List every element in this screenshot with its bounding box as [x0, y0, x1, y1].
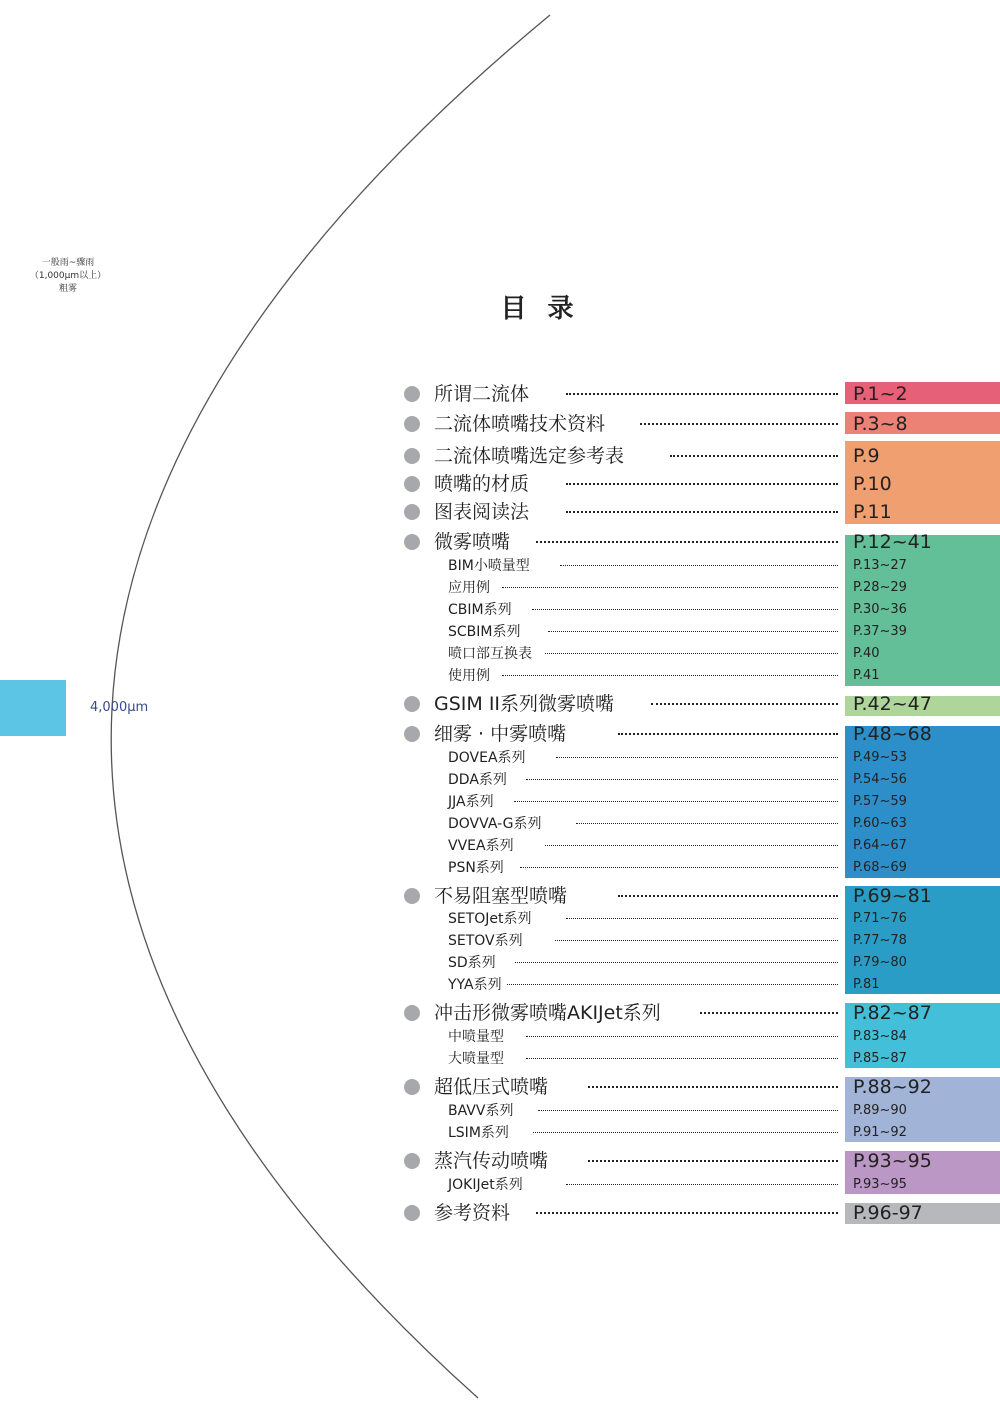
toc-label: 二流体喷嘴技术资料: [434, 413, 606, 435]
toc-label: DOVVA-G系列: [448, 816, 542, 832]
toc-label: 所谓二流体: [434, 383, 530, 405]
leader-dots: [566, 918, 838, 919]
leader-dots: [526, 779, 838, 780]
leader-dots: [548, 631, 838, 632]
leader-dots: [588, 1086, 838, 1088]
toc-page-number: P.1~2: [853, 383, 908, 405]
toc-page-number: P.57~59: [853, 794, 907, 809]
bullet-icon: [404, 696, 420, 712]
toc-page-number: P.71~76: [853, 911, 907, 926]
leader-dots: [515, 962, 838, 963]
bullet-icon: [404, 1079, 420, 1095]
toc-label: 细雾 · 中雾喷嘴: [434, 723, 567, 745]
leader-dots: [507, 984, 838, 985]
toc-subentry[interactable]: [0, 1123, 1000, 1143]
toc-page-number: P.30~36: [853, 602, 907, 617]
toc-page-number: P.49~53: [853, 750, 907, 765]
toc-page-number: P.11: [853, 501, 892, 523]
leader-dots: [576, 823, 838, 824]
toc-page-number: P.91~92: [853, 1125, 907, 1140]
leader-dots: [566, 511, 838, 513]
leader-dots: [555, 940, 838, 941]
leader-dots: [545, 653, 838, 654]
toc-page-number: P.28~29: [853, 580, 907, 595]
leader-dots: [618, 733, 838, 735]
leader-dots: [700, 1012, 838, 1014]
toc-page-number: P.41: [853, 668, 880, 683]
toc-subentry[interactable]: [0, 909, 1000, 929]
toc-subentry[interactable]: [0, 836, 1000, 856]
leader-dots: [526, 1058, 838, 1059]
toc-page-number: P.64~67: [853, 838, 907, 853]
toc-entry[interactable]: [0, 411, 1000, 437]
toc-subentry[interactable]: [0, 600, 1000, 620]
bullet-icon: [404, 1005, 420, 1021]
leader-dots: [566, 393, 838, 395]
toc-entry[interactable]: [0, 1148, 1000, 1174]
bullet-icon: [404, 726, 420, 742]
toc-label: 微雾喷嘴: [434, 531, 511, 553]
toc-entry[interactable]: [0, 721, 1000, 747]
toc-subentry[interactable]: [0, 792, 1000, 812]
toc-subentry[interactable]: [0, 748, 1000, 768]
toc-entry[interactable]: [0, 443, 1000, 469]
leader-dots: [536, 1212, 838, 1214]
leader-dots: [502, 675, 838, 676]
toc-subentry[interactable]: [0, 578, 1000, 598]
toc-entry[interactable]: [0, 529, 1000, 555]
toc-label: SETOV系列: [448, 933, 523, 949]
toc-page-number: P.10: [853, 473, 892, 495]
toc-label: 不易阻塞型喷嘴: [434, 885, 568, 907]
toc-subentry[interactable]: [0, 666, 1000, 686]
leader-dots: [533, 1132, 838, 1133]
bullet-icon: [404, 476, 420, 492]
bullet-icon: [404, 888, 420, 904]
toc-entry[interactable]: [0, 691, 1000, 717]
bullet-icon: [404, 504, 420, 520]
toc-page-number: P.13~27: [853, 558, 907, 573]
toc-subentry[interactable]: [0, 814, 1000, 834]
leader-dots: [566, 483, 838, 485]
toc-page-number: P.37~39: [853, 624, 907, 639]
bullet-icon: [404, 386, 420, 402]
toc-subentry[interactable]: [0, 931, 1000, 951]
toc-page-number: P.40: [853, 646, 880, 661]
toc-subentry[interactable]: [0, 1175, 1000, 1195]
leader-dots: [532, 609, 838, 610]
toc-subentry[interactable]: [0, 1049, 1000, 1069]
toc-page-number: P.9: [853, 445, 880, 467]
note-line-2: （1,000μm以上）: [29, 271, 107, 281]
toc-page-number: P.48~68: [853, 723, 932, 745]
toc-label: BAVV系列: [448, 1103, 514, 1119]
toc-label: 超低压式喷嘴: [434, 1076, 549, 1098]
toc-label: GSIM II系列微雾喷嘴: [434, 693, 615, 715]
toc-subentry[interactable]: [0, 1101, 1000, 1121]
leader-dots: [514, 801, 838, 802]
toc-entry[interactable]: [0, 1000, 1000, 1026]
toc-entry[interactable]: [0, 499, 1000, 525]
toc-subentry[interactable]: [0, 622, 1000, 642]
toc-page-number: P.96-97: [853, 1202, 923, 1224]
leader-dots: [536, 541, 838, 543]
leader-dots: [502, 587, 838, 588]
toc-label: SETOJet系列: [448, 911, 532, 927]
toc-subentry[interactable]: [0, 858, 1000, 878]
toc-label: 喷口部互换表: [448, 646, 532, 662]
toc-label: VVEA系列: [448, 838, 514, 854]
toc-page-number: P.93~95: [853, 1150, 932, 1172]
toc-page-number: P.79~80: [853, 955, 907, 970]
toc-entry[interactable]: [0, 1074, 1000, 1100]
toc-label: 二流体喷嘴选定参考表: [434, 445, 625, 467]
leader-dots: [545, 845, 838, 846]
toc-label: 冲击形微雾喷嘴AKIJet系列: [434, 1002, 661, 1024]
toc-label: JJA系列: [448, 794, 494, 810]
leader-dots: [651, 703, 838, 705]
toc-label: 使用例: [448, 668, 490, 684]
bullet-icon: [404, 448, 420, 464]
page-title: 目 录: [500, 294, 580, 324]
toc-page-number: P.3~8: [853, 413, 908, 435]
note-line-1: 一般雨~骤雨: [41, 258, 95, 268]
toc-label: SD系列: [448, 955, 496, 971]
leader-dots: [520, 867, 838, 868]
toc-page-number: P.85~87: [853, 1051, 907, 1066]
toc-page-number: P.83~84: [853, 1029, 907, 1044]
droplet-size-label: 4,000μm: [90, 700, 149, 715]
droplet-size-note: [18, 257, 118, 296]
toc-page-number: P.69~81: [853, 885, 932, 907]
toc-subentry[interactable]: [0, 770, 1000, 790]
bullet-icon: [404, 1205, 420, 1221]
toc-entry[interactable]: [0, 1200, 1000, 1226]
toc-label: 应用例: [448, 580, 490, 596]
leader-dots: [538, 1110, 838, 1111]
toc-subentry[interactable]: [0, 953, 1000, 973]
toc-page-number: P.88~92: [853, 1076, 932, 1098]
toc-entry[interactable]: [0, 381, 1000, 407]
toc-page-number: P.82~87: [853, 1002, 932, 1024]
toc-label: BIM小喷量型: [448, 558, 530, 574]
leader-dots: [560, 565, 838, 566]
leader-dots: [566, 1184, 838, 1185]
toc-page-number: P.12~41: [853, 531, 932, 553]
toc-label: PSN系列: [448, 860, 504, 876]
toc-label: 图表阅读法: [434, 501, 530, 523]
toc-label: JOKIJet系列: [448, 1177, 523, 1193]
leader-dots: [556, 757, 838, 758]
leader-dots: [670, 455, 838, 457]
bullet-icon: [404, 416, 420, 432]
leader-dots: [640, 423, 838, 425]
toc-label: 参考资料: [434, 1202, 511, 1224]
toc-page-number: P.68~69: [853, 860, 907, 875]
leader-dots: [588, 1160, 838, 1162]
toc-label: YYA系列: [448, 977, 502, 993]
toc-label: CBIM系列: [448, 602, 512, 618]
toc-page-number: P.77~78: [853, 933, 907, 948]
leader-dots: [526, 1036, 838, 1037]
toc-page-number: P.60~63: [853, 816, 907, 831]
toc-label: LSIM系列: [448, 1125, 509, 1141]
toc-label: 喷嘴的材质: [434, 473, 530, 495]
toc-label: DOVEA系列: [448, 750, 526, 766]
toc-label: 蒸汽传动喷嘴: [434, 1150, 549, 1172]
toc-entry[interactable]: [0, 883, 1000, 909]
toc-page-number: P.89~90: [853, 1103, 907, 1118]
toc-label: 大喷量型: [448, 1051, 504, 1067]
toc-entry[interactable]: [0, 471, 1000, 497]
toc-label: 中喷量型: [448, 1029, 504, 1045]
bullet-icon: [404, 1153, 420, 1169]
toc-subentry[interactable]: [0, 975, 1000, 995]
note-line-3: 粗雾: [58, 284, 77, 294]
toc-page-number: P.81: [853, 977, 880, 992]
toc-subentry[interactable]: [0, 644, 1000, 664]
toc-page-number: P.54~56: [853, 772, 907, 787]
toc-subentry[interactable]: [0, 556, 1000, 576]
toc-label: SCBIM系列: [448, 624, 521, 640]
toc-page-number: P.42~47: [853, 693, 932, 715]
bullet-icon: [404, 534, 420, 550]
toc-page-number: P.93~95: [853, 1177, 907, 1192]
leader-dots: [618, 895, 838, 897]
toc-label: DDA系列: [448, 772, 507, 788]
toc-subentry[interactable]: [0, 1027, 1000, 1047]
